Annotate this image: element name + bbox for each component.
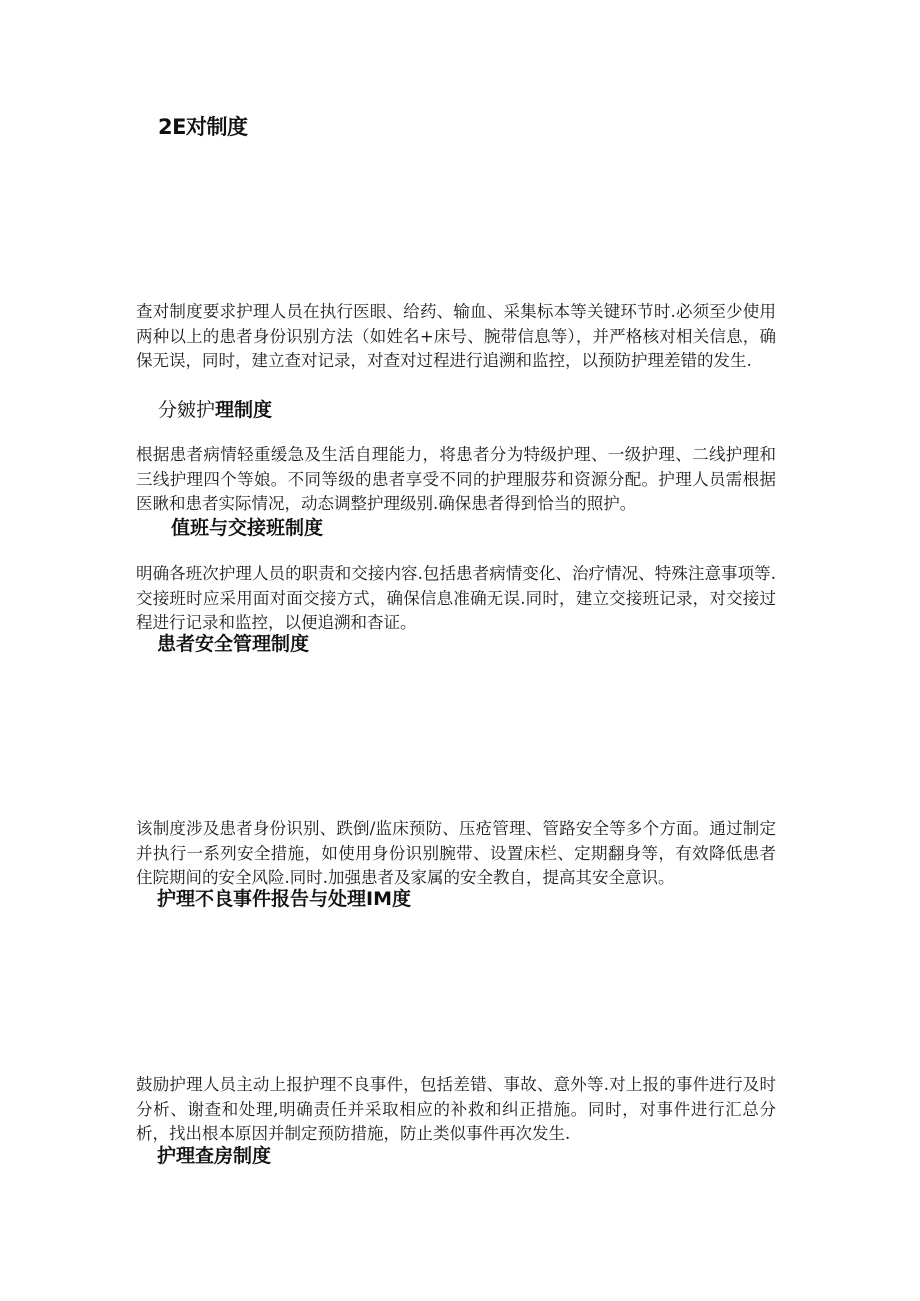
section-heading-shift-handover: 值班与交接班制度 bbox=[171, 517, 324, 539]
section-body-shift-handover: 明确各班次护理人员的职责和交接内容.包括患者病情变化、治疗情况、特殊注意事项等.交接班时应采用面对面交接方式，确保信息准确无误.同时，建立交接班记录，对交接过程进行记录和监控，以便追溯和杳证。 bbox=[136, 564, 776, 632]
section-heading-nursing-rounds: 护理查房制度 bbox=[157, 1145, 272, 1167]
section-body-check-system: 查对制度要求护理人员在执行医眼、给药、输血、采集标本等关键环节时.必须至少使用两种以上的患者身份识别方法（如姓名+床号、腕带信息等），并严格核对相关信息，确保无误，同时，建立查对记录，对查对过程进行追溯和监控，以预防护理差错的发生. bbox=[136, 302, 776, 370]
heading-bold-part: 理制度 bbox=[215, 399, 273, 421]
heading-light-part: 分皴护 bbox=[158, 399, 216, 421]
section-heading-graded-nursing bbox=[158, 398, 272, 422]
section-body-adverse-events: 鼓励护理人员主动上报护理不良事件，包括差错、事故、意外等.对上报的事件进行及时分析、谢查和处理,明确责任并采取相应的补救和纠正措施。同时，对事件进行汇总分析，找出根本原因并制定预防措施，防止类似事件再次发生. bbox=[136, 1075, 776, 1143]
section-heading-patient-safety: 患者安全管理制度 bbox=[157, 633, 310, 655]
section-heading-check-system: 2E对制度 bbox=[158, 115, 248, 139]
section-body-graded-nursing: 根据患者病情轻重缓急及生活自理能力，将患者分为特级护理、一级护理、二线护理和三线护理四个等娘。不同等级的患者享受不同的护理服芬和资源分配。护理人员需根据医瞅和患者实际情况，动态调整护理级别.确保患者得到恰当的照护。 bbox=[136, 445, 776, 513]
section-body-patient-safety: 该制度涉及患者身份识别、跌倒/监床预防、压疮管理、管路安全等多个方面。通过制定并执行一系列安全措施，如使用身份识别腕带、设置床栏、定期翻身等，有效降低患者住院期间的安全风险.同时.加强患者及家属的安全教自，提高其安全意识。 bbox=[136, 819, 776, 887]
section-heading-adverse-events: 护理不良事件报告与处理IM度 bbox=[157, 888, 411, 910]
